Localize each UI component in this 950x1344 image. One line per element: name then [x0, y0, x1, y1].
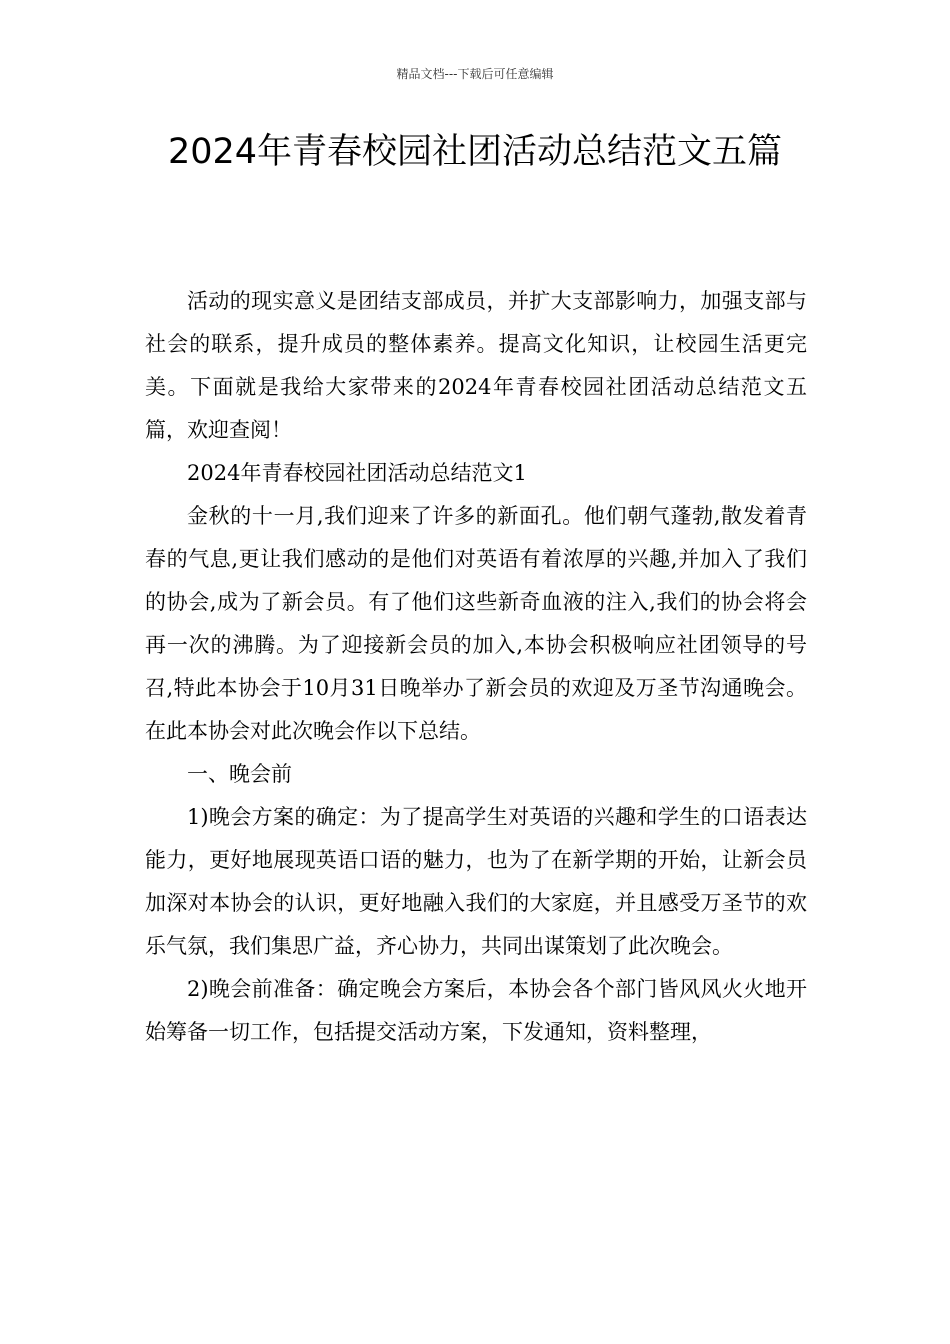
- intro-paragraph: 活动的现实意义是团结支部成员，并扩大支部影响力，加强支部与社会的联系，提升成员的整体素养。提高文化知识，让校园生活更完美。下面就是我给大家带来的2024年青春校园社团活动总结范文五篇，欢迎查阅！: [145, 289, 807, 442]
- body-paragraph-preparation: 2)晚会前准备：确定晚会方案后，本协会各个部门皆风风火火地开始筹备一切工作，包括提交活动方案，下发通知，资料整理，: [145, 977, 807, 1044]
- document-body: [145, 280, 807, 1054]
- header-note: 精品文档---下载后可任意编辑: [396, 67, 554, 81]
- section-heading-1: 2024年青春校园社团活动总结范文1: [187, 461, 527, 485]
- body-paragraph: 金秋的十一月,我们迎来了许多的新面孔。他们朝气蓬勃,散发着青春的气息,更让我们感动的是他们对英语有着浓厚的兴趣,并加入了我们的协会,成为了新会员。有了他们这些新奇血液的注入,我们的协会将会再一次的沸腾。为了迎接新会员的加入,本协会积极响应社团领导的号召,特此本协会于10月31日晚举办了新会员的欢迎及万圣节沟通晚会。在此本协会对此次晚会作以下总结。: [145, 504, 807, 743]
- subsection-heading-before-party: 一、晚会前: [187, 762, 292, 786]
- document-title: 2024年青春校园社团活动总结范文五篇: [167, 132, 783, 172]
- body-paragraph-plan: 1)晚会方案的确定：为了提高学生对英语的兴趣和学生的口语表达能力，更好地展现英语口语的魅力，也为了在新学期的开始，让新会员加深对本协会的认识，更好地融入我们的大家庭，并且感受万圣节的欢乐气氛，我们集思广益，齐心协力，共同出谋策划了此次晚会。: [145, 805, 807, 958]
